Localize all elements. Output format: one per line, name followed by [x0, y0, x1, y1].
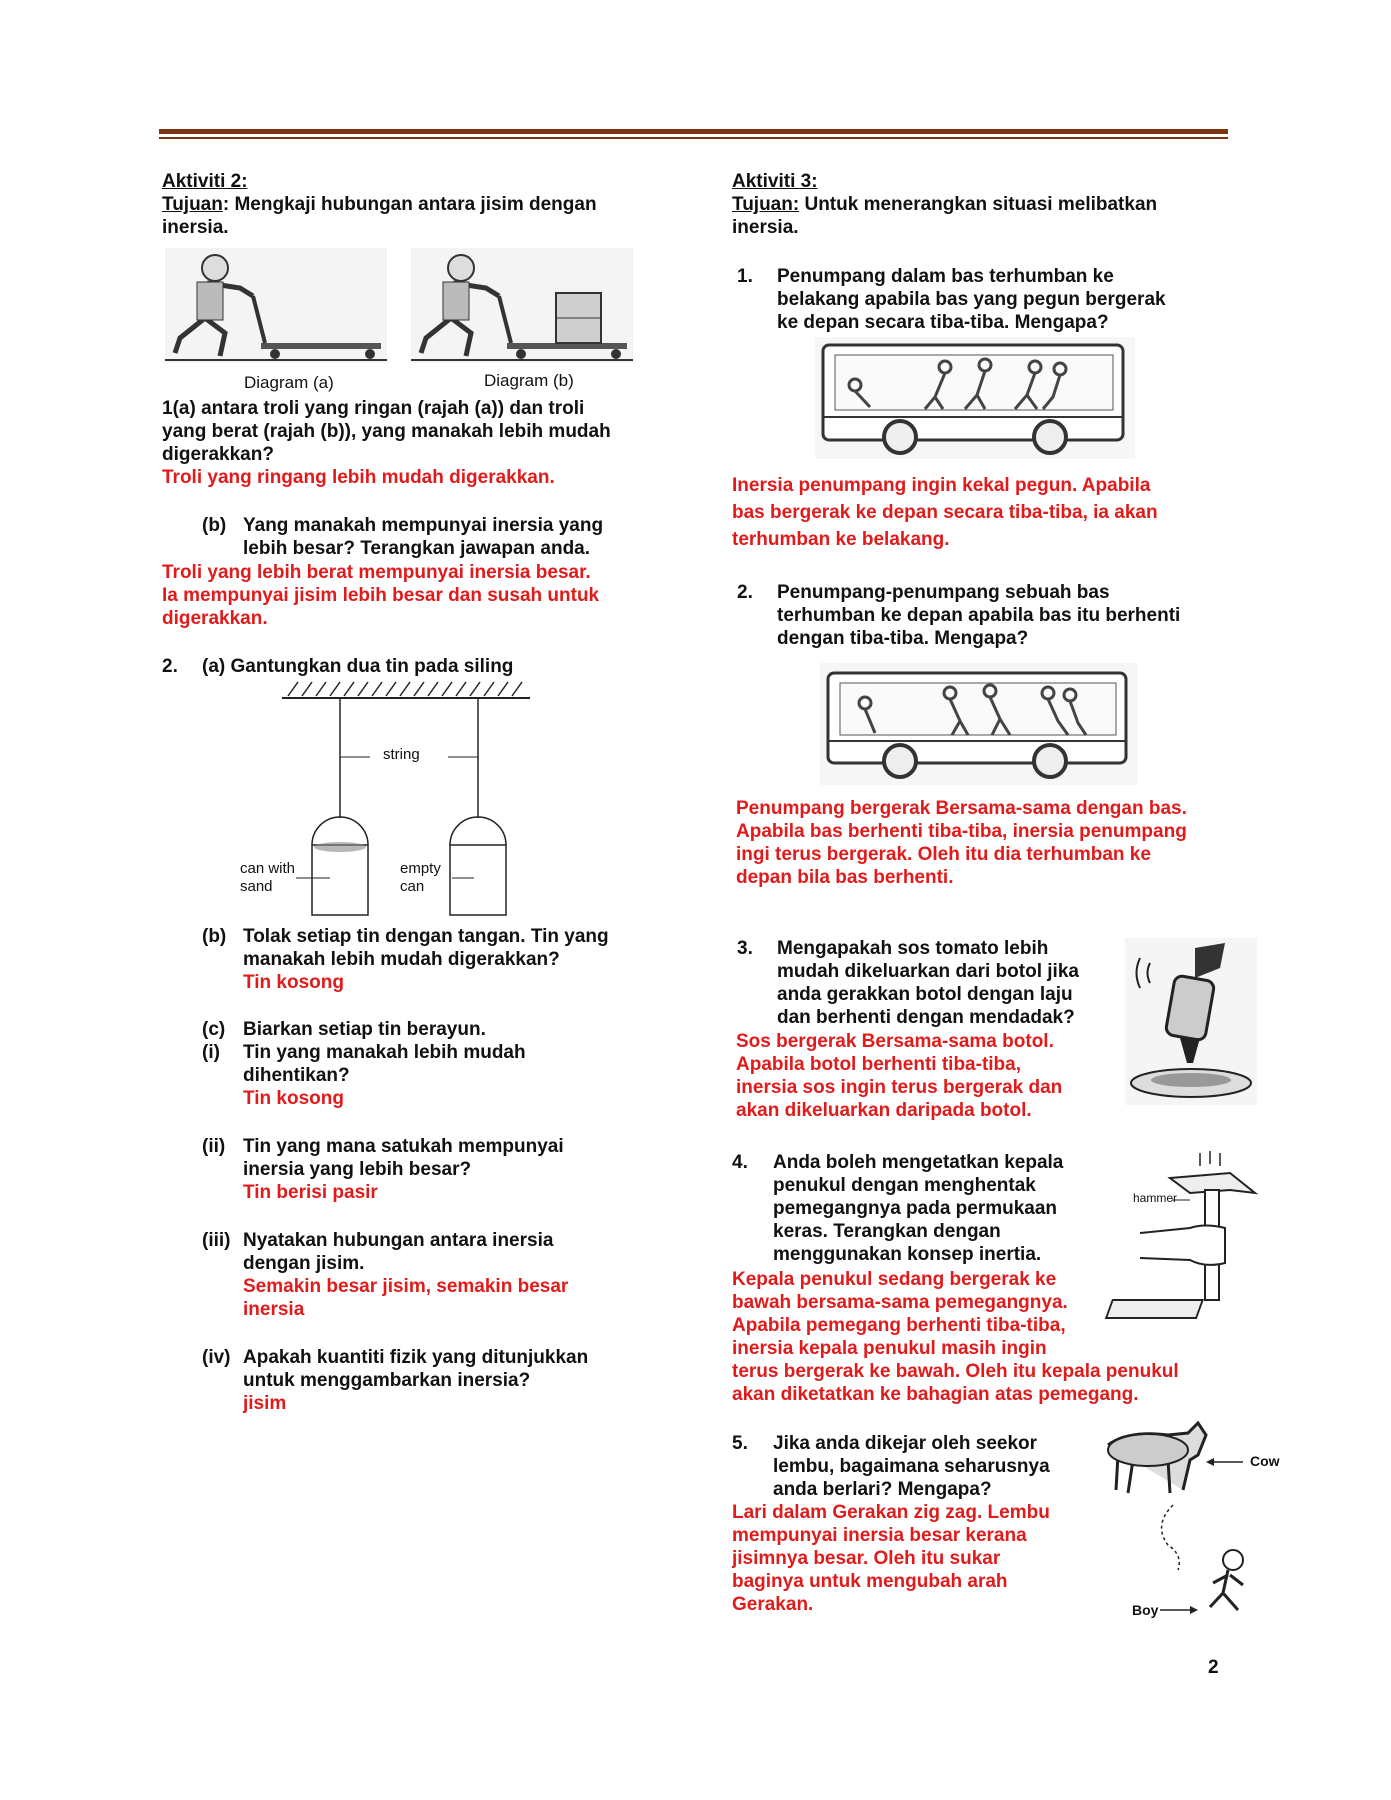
- header-rule-thick: [159, 129, 1228, 134]
- question-1a-cont: yang berat (rajah (b)), yang manakah lebih mudah: [162, 421, 611, 442]
- question-2ciii-num: (iii): [202, 1230, 231, 1251]
- question-2civ-cont: untuk menggambarkan inersia?: [243, 1370, 531, 1391]
- r-answer-1-cont: bas bergerak ke depan secara tiba-tiba, ia akan: [732, 502, 1158, 523]
- question-2b-num: (b): [202, 926, 227, 947]
- header-rule-thin: [159, 137, 1228, 139]
- question-2cii-num: (ii): [202, 1136, 226, 1157]
- r-question-5-cont: anda berlari? Mengapa?: [773, 1479, 992, 1500]
- r-answer-4-cont: inersia kepala penukul masih ingin: [732, 1338, 1047, 1359]
- r-question-2: Penumpang-penumpang sebuah bas: [777, 582, 1110, 603]
- r-question-1-num: 1.: [737, 266, 753, 287]
- r-answer-2-cont: Apabila bas berhenti tiba-tiba, inersia penumpang: [736, 821, 1187, 842]
- activity-3-aim: Tujuan: Untuk menerangkan situasi melibatkan: [732, 194, 1158, 215]
- question-2ci: Tin yang manakah lebih mudah: [243, 1042, 526, 1063]
- r-question-5-cont: lembu, bagaimana seharusnya: [773, 1456, 1050, 1477]
- empty-can-label-cont: can: [400, 878, 425, 895]
- answer-2ciii: Semakin besar jisim, semakin besar: [243, 1276, 569, 1297]
- activity-2-aim: Tujuan: Mengkaji hubungan antara jisim dengan: [162, 194, 597, 215]
- r-answer-5: Lari dalam Gerakan zig zag. Lembu: [732, 1502, 1050, 1523]
- diagram-b-label: Diagram (b): [484, 371, 574, 390]
- answer-2ciii-cont: inersia: [243, 1299, 305, 1320]
- answer-1b-cont: digerakkan.: [162, 608, 268, 629]
- activity-3-heading: Aktiviti 3:: [732, 171, 818, 192]
- r-answer-4-cont: terus bergerak ke bawah. Oleh itu kepala penukul: [732, 1361, 1179, 1382]
- question-2ciii: Nyatakan hubungan antara inersia: [243, 1230, 554, 1251]
- answer-2b: Tin kosong: [243, 972, 344, 993]
- question-1a-cont: digerakkan?: [162, 444, 274, 465]
- question-2cii-cont: inersia yang lebih besar?: [243, 1159, 472, 1180]
- sauce-bottle-image: [1125, 938, 1257, 1105]
- can-with-sand-label: can with: [240, 860, 296, 877]
- question-2civ: Apakah kuantiti fizik yang ditunjukkan: [243, 1347, 589, 1368]
- r-answer-3-cont: Apabila botol berhenti tiba-tiba,: [736, 1054, 1021, 1075]
- r-question-4-cont: keras. Terangkan dengan: [773, 1221, 1001, 1242]
- question-2cii: Tin yang mana satukah mempunyai: [243, 1136, 564, 1157]
- bus-braking-diagram: [820, 663, 1138, 785]
- activity-2-aim-cont: inersia.: [162, 217, 229, 238]
- question-2-num: 2.: [162, 656, 178, 677]
- r-question-2-cont: terhumban ke depan apabila bas itu berhenti: [777, 605, 1181, 626]
- answer-1a: Troli yang ringang lebih mudah digerakkan.: [162, 467, 555, 488]
- hammer-label: hammer: [1133, 1191, 1178, 1205]
- r-answer-3: Sos bergerak Bersama-sama botol.: [736, 1031, 1054, 1052]
- r-answer-5-cont: baginya untuk mengubah arah: [732, 1571, 1008, 1592]
- r-answer-4: Kepala penukul sedang bergerak ke: [732, 1269, 1057, 1290]
- r-question-1-cont: belakang apabila bas yang pegun bergerak: [777, 289, 1166, 310]
- r-question-4-cont: menggunakan konsep inertia.: [773, 1244, 1042, 1265]
- question-2c-num: (c): [202, 1019, 226, 1040]
- question-2civ-num: (iv): [202, 1347, 231, 1368]
- r-answer-4-cont: akan diketatkan ke bahagian atas pemegang.: [732, 1384, 1139, 1405]
- r-answer-3-cont: akan dikeluarkan daripada botol.: [736, 1100, 1032, 1121]
- r-answer-2: Penumpang bergerak Bersama-sama dengan bas.: [736, 798, 1187, 819]
- empty-can-label: empty: [400, 860, 441, 877]
- question-2b-cont: manakah lebih mudah digerakkan?: [243, 949, 560, 970]
- r-answer-2-cont: ingi terus bergerak. Oleh itu dia terhumban ke: [736, 844, 1151, 865]
- r-answer-5-cont: Gerakan.: [732, 1594, 814, 1615]
- string-label: string: [383, 746, 420, 763]
- page-number: 2: [1208, 1657, 1219, 1678]
- r-question-1: Penumpang dalam bas terhumban ke: [777, 266, 1114, 287]
- question-2c: Biarkan setiap tin berayun.: [243, 1019, 486, 1040]
- r-answer-4-cont: Apabila pemegang berhenti tiba-tiba,: [732, 1315, 1066, 1336]
- question-1a: 1(a) antara troli yang ringan (rajah (a)) dan troli: [162, 398, 585, 419]
- trolley-diagram-a: [165, 248, 387, 363]
- r-question-4: Anda boleh mengetatkan kepala: [773, 1152, 1064, 1173]
- question-2ci-num: (i): [202, 1042, 220, 1063]
- r-question-3-cont: anda gerakkan botol dengan laju: [777, 984, 1073, 1005]
- diagram-a-label: Diagram (a): [244, 373, 334, 392]
- question-2ciii-cont: dengan jisim.: [243, 1253, 365, 1274]
- question-2ci-cont: dihentikan?: [243, 1065, 350, 1086]
- r-question-4-cont: pemegangnya pada permukaan: [773, 1198, 1058, 1219]
- activity-2-heading: Aktiviti 2:: [162, 171, 248, 192]
- answer-2civ: jisim: [243, 1393, 287, 1414]
- r-answer-5-cont: mempunyai inersia besar kerana: [732, 1525, 1027, 1546]
- trolley-diagram-b: [411, 248, 633, 363]
- r-answer-1: Inersia penumpang ingin kekal pegun. Apabila: [732, 475, 1151, 496]
- r-question-2-num: 2.: [737, 582, 753, 603]
- r-question-3-cont: dan berhenti dengan mendadak?: [777, 1007, 1075, 1028]
- r-question-1-cont: ke depan secara tiba-tiba. Mengapa?: [777, 312, 1109, 333]
- cow-and-boy-image: [1098, 1415, 1273, 1635]
- r-question-4-cont: penukul dengan menghentak: [773, 1175, 1036, 1196]
- r-answer-1-cont: terhumban ke belakang.: [732, 529, 950, 550]
- cow-label: Cow: [1250, 1453, 1280, 1469]
- question-1b-num: (b): [202, 515, 227, 536]
- r-question-3: Mengapakah sos tomato lebih: [777, 938, 1049, 959]
- activity-3-aim-cont: inersia.: [732, 217, 799, 238]
- can-with-sand-label-cont: sand: [240, 878, 273, 895]
- boy-label: Boy: [1132, 1602, 1159, 1618]
- question-2b: Tolak setiap tin dengan tangan. Tin yang: [243, 926, 609, 947]
- bus-accelerating-diagram: [815, 337, 1135, 459]
- question-1b: Yang manakah mempunyai inersia yang: [243, 515, 604, 536]
- r-answer-2-cont: depan bila bas berhenti.: [736, 867, 954, 888]
- answer-2cii: Tin berisi pasir: [243, 1182, 378, 1203]
- r-answer-3-cont: inersia sos ingin terus bergerak dan: [736, 1077, 1063, 1098]
- question-2a: (a) Gantungkan dua tin pada siling: [202, 656, 514, 677]
- r-question-3-cont: mudah dikeluarkan dari botol jika: [777, 961, 1079, 982]
- r-question-5-num: 5.: [732, 1433, 748, 1454]
- answer-1b: Troli yang lebih berat mempunyai inersia besar.: [162, 562, 591, 583]
- r-question-2-cont: dengan tiba-tiba. Mengapa?: [777, 628, 1029, 649]
- answer-1b-cont: Ia mempunyai jisim lebih besar dan susah untuk: [162, 585, 600, 606]
- r-question-4-num: 4.: [732, 1152, 748, 1173]
- r-answer-4-cont: bawah bersama-sama pemegangnya.: [732, 1292, 1068, 1313]
- question-1b-cont: lebih besar? Terangkan jawapan anda.: [243, 538, 591, 559]
- r-question-5: Jika anda dikejar oleh seekor: [773, 1433, 1038, 1454]
- r-question-3-num: 3.: [737, 938, 753, 959]
- answer-2ci: Tin kosong: [243, 1088, 344, 1109]
- r-answer-5-cont: jisimnya besar. Oleh itu sukar: [732, 1548, 1001, 1569]
